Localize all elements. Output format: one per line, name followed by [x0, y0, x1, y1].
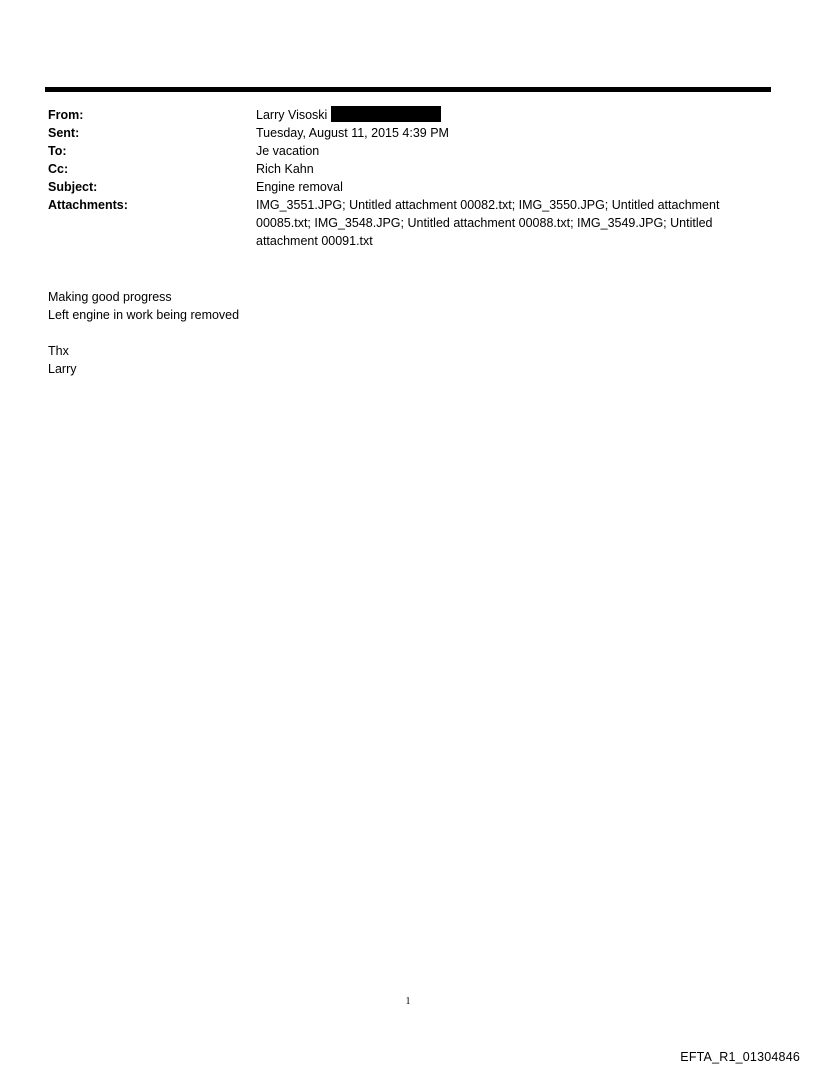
header-divider	[45, 87, 771, 92]
from-value-container	[256, 106, 768, 124]
subject-row	[48, 178, 768, 196]
cc-row	[48, 160, 768, 178]
body-line: Left engine in work being removed	[48, 308, 240, 322]
cc-value: Rich Kahn	[256, 162, 314, 176]
sent-value: Tuesday, August 11, 2015 4:39 PM	[256, 126, 449, 140]
page-number: 1	[405, 996, 411, 1007]
document-id: EFTA_R1_01304846	[680, 1050, 800, 1064]
subject-value: Engine removal	[256, 180, 343, 194]
sent-label: Sent:	[48, 126, 80, 140]
subject-label: Subject:	[48, 180, 98, 194]
from-label: From:	[48, 108, 84, 122]
email-body	[48, 288, 239, 378]
attachments-label: Attachments:	[48, 198, 128, 212]
attachments-row	[48, 196, 768, 250]
sent-row	[48, 124, 768, 142]
redaction-box	[331, 106, 441, 122]
from-row	[48, 106, 768, 124]
to-label: To:	[48, 144, 67, 158]
body-line: Making good progress	[48, 290, 172, 304]
email-header	[48, 106, 768, 250]
cc-label: Cc:	[48, 162, 69, 176]
paragraph-spacer	[48, 324, 239, 342]
from-value: Larry Visoski	[256, 108, 328, 122]
to-row	[48, 142, 768, 160]
body-line: Larry	[48, 362, 77, 376]
to-value: Je vacation	[256, 144, 320, 158]
attachments-value: IMG_3551.JPG; Untitled attachment 00082.txt; IMG_3550.JPG; Untitled attachment 00085.txt; IMG_3548.JPG; Untitled attachment 00088.txt; IMG_3549.JPG; Untitled attachment 00091.txt	[256, 198, 720, 248]
body-line: Thx	[48, 344, 69, 358]
